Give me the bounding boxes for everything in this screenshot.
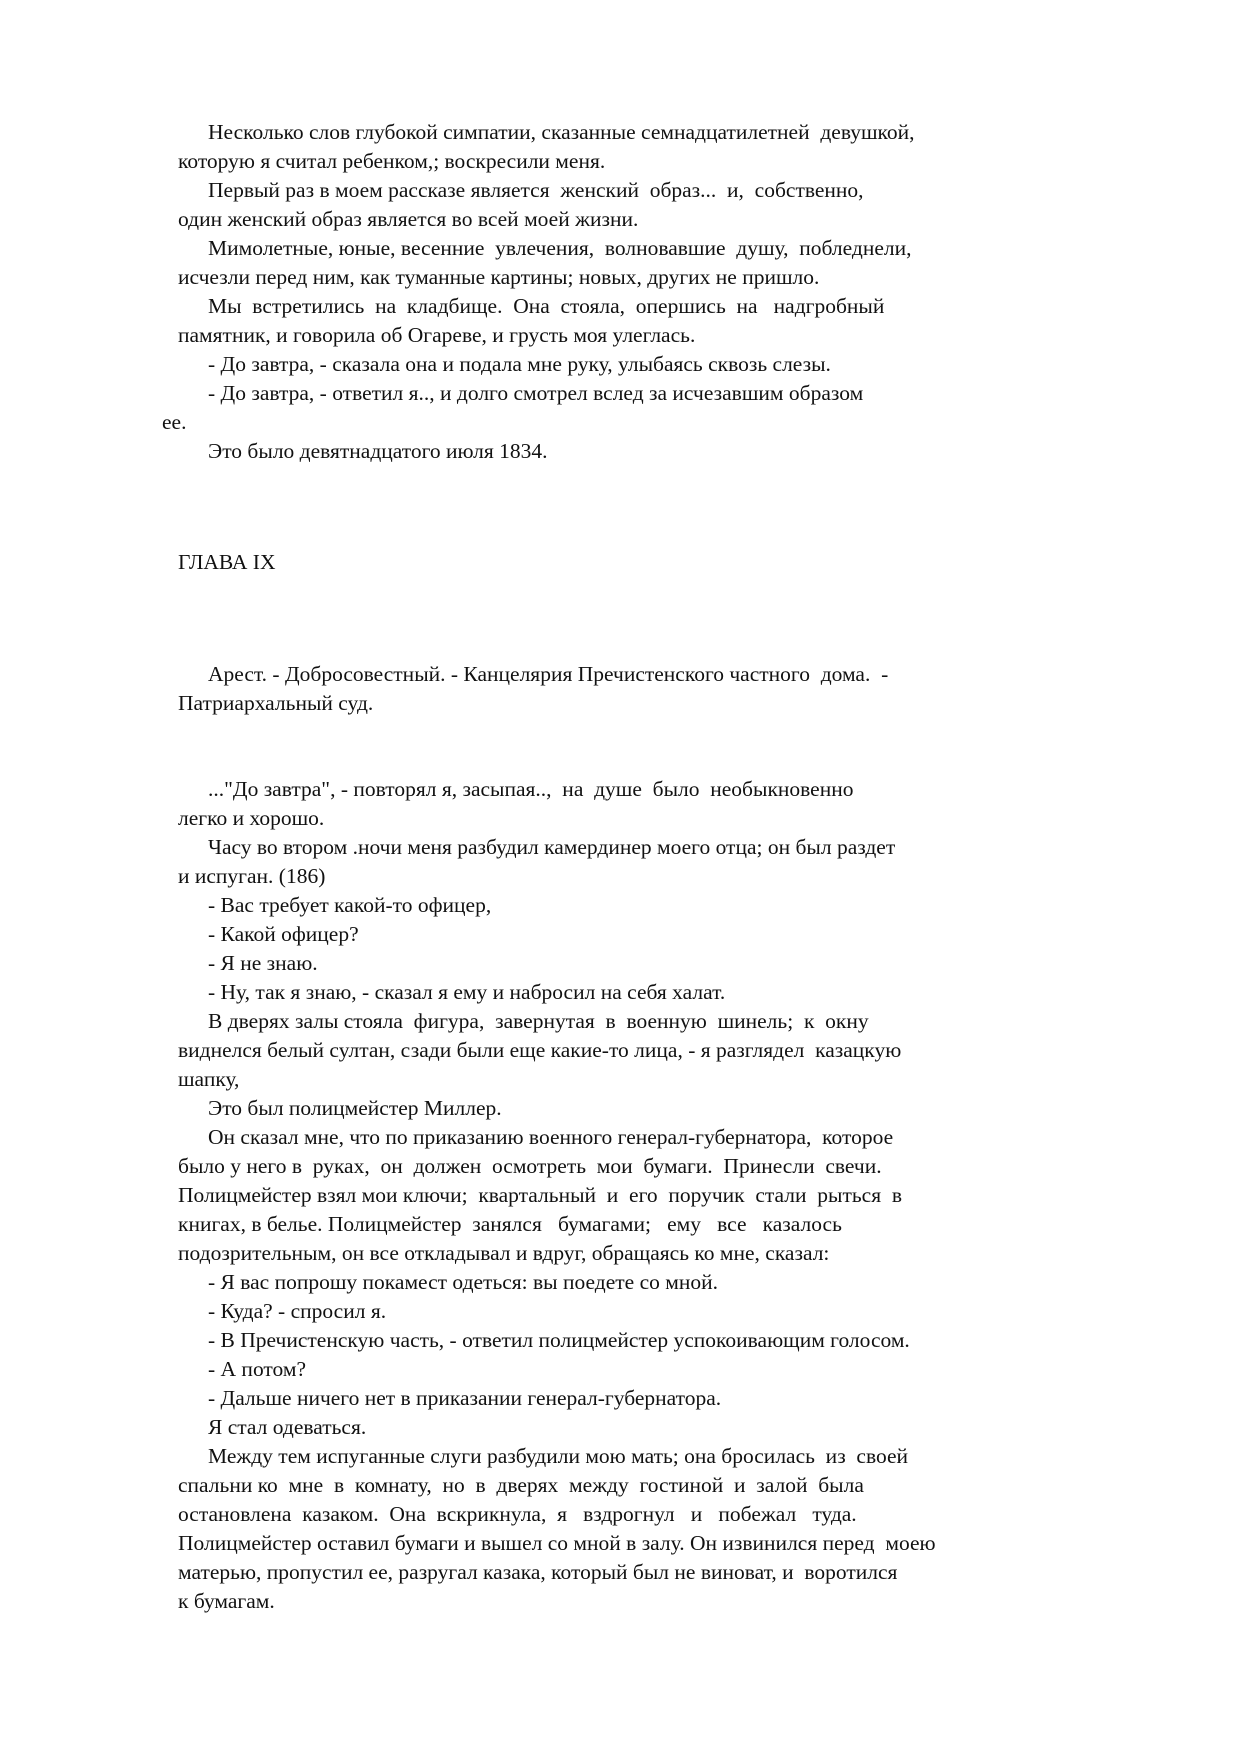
text-line: и испуган. (186) [178, 864, 326, 888]
text-line: один женский образ является во всей моей жизни. [178, 207, 639, 231]
text-line: Первый раз в моем рассказе является женский образ... и, собственно, [208, 178, 864, 202]
text-line: Это было девятнадцатого июля 1834. [208, 439, 548, 463]
text-line: Это был полицмейстер Миллер. [208, 1096, 502, 1120]
text-line: которую я считал ребенком,; воскресили меня. [178, 149, 606, 173]
text-line: - Я не знаю. [208, 951, 318, 975]
text-line: исчезли перед ним, как туманные картины; новых, других не пришло. [178, 265, 820, 289]
text-line: было у него в руках, он должен осмотреть мои бумаги. Принесли свечи. [178, 1154, 882, 1178]
text-line: подозрительным, он все откладывал и вдруг, обращаясь ко мне, сказал: [178, 1241, 830, 1265]
text-line: - Ну, так я знаю, - сказал я ему и набросил на себя халат. [208, 980, 726, 1004]
text-line: - До завтра, - ответил я.., и долго смотрел вслед за исчезавшим образом [208, 381, 864, 405]
text-line: Полицмейстер оставил бумаги и вышел со мной в залу. Он извинился перед моею [178, 1531, 936, 1555]
chapter-summary-line: Патриархальный суд. [178, 691, 374, 715]
text-line: ..."До завтра", - повторял я, засыпая.., на душе было необыкновенно [208, 777, 854, 801]
text-line: - А потом? [208, 1357, 307, 1381]
chapter-heading: ГЛАВА IX [178, 550, 276, 574]
text-line: - В Пречистенскую часть, - ответил полицмейстер успокоивающим голосом. [208, 1328, 910, 1352]
text-line: Между тем испуганные слуги разбудили мою мать; она бросилась из своей [208, 1444, 909, 1468]
text-line: Несколько слов глубокой симпатии, сказанные семнадцатилетней девушкой, [208, 120, 915, 144]
text-line: - До завтра, - сказала она и подала мне руку, улыбаясь сквозь слезы. [208, 352, 831, 376]
text-line: Полицмейстер взял мои ключи; квартальный и его поручик стали рыться в [178, 1183, 902, 1207]
text-line: - Дальше ничего нет в приказании генерал-губернатора. [208, 1386, 722, 1410]
text-line: - Вас требует какой-то офицер, [208, 893, 492, 917]
text-line: Я стал одеваться. [208, 1415, 367, 1439]
text-line: виднелся белый султан, сзади были еще какие-то лица, - я разглядел казацкую [178, 1038, 902, 1062]
text-line: спальни ко мне в комнату, но в дверях между гостиной и залой была [178, 1473, 864, 1497]
text-line: матерью, пропустил ее, разругал казака, который был не виноват, и воротился [178, 1560, 898, 1584]
text-line: шапку, [178, 1067, 240, 1091]
text-line: книгах, в белье. Полицмейстер занялся бумагами; ему все казалось [178, 1212, 842, 1236]
text-line: памятник, и говорила об Огареве, и грусть моя улеглась. [178, 323, 696, 347]
text-line: - Какой офицер? [208, 922, 359, 946]
text-line: - Я вас попрошу покамест одеться: вы поедете со мной. [208, 1270, 718, 1294]
chapter-summary-line: Арест. - Добросовестный. - Канцелярия Пречистенского частного дома. - [208, 662, 889, 686]
text-line: В дверях залы стояла фигура, завернутая в военную шинель; к окну [208, 1009, 869, 1033]
text-line: Он сказал мне, что по приказанию военного генерал-губернатора, которое [208, 1125, 894, 1149]
text-line: остановлена казаком. Она вскрикнула, я вздрогнул и побежал туда. [178, 1502, 857, 1526]
text-line: Часу во втором .ночи меня разбудил камердинер моего отца; он был раздет [208, 835, 896, 859]
text-line: легко и хорошо. [178, 806, 325, 830]
text-line: Мы встретились на кладбище. Она стояла, опершись на надгробный [208, 294, 885, 318]
text-line: к бумагам. [178, 1589, 275, 1613]
text-line: - Куда? - спросил я. [208, 1299, 387, 1323]
text-line: Мимолетные, юные, весенние увлечения, волновавшие душу, побледнели, [208, 236, 912, 260]
text-line: ее. [162, 410, 187, 434]
